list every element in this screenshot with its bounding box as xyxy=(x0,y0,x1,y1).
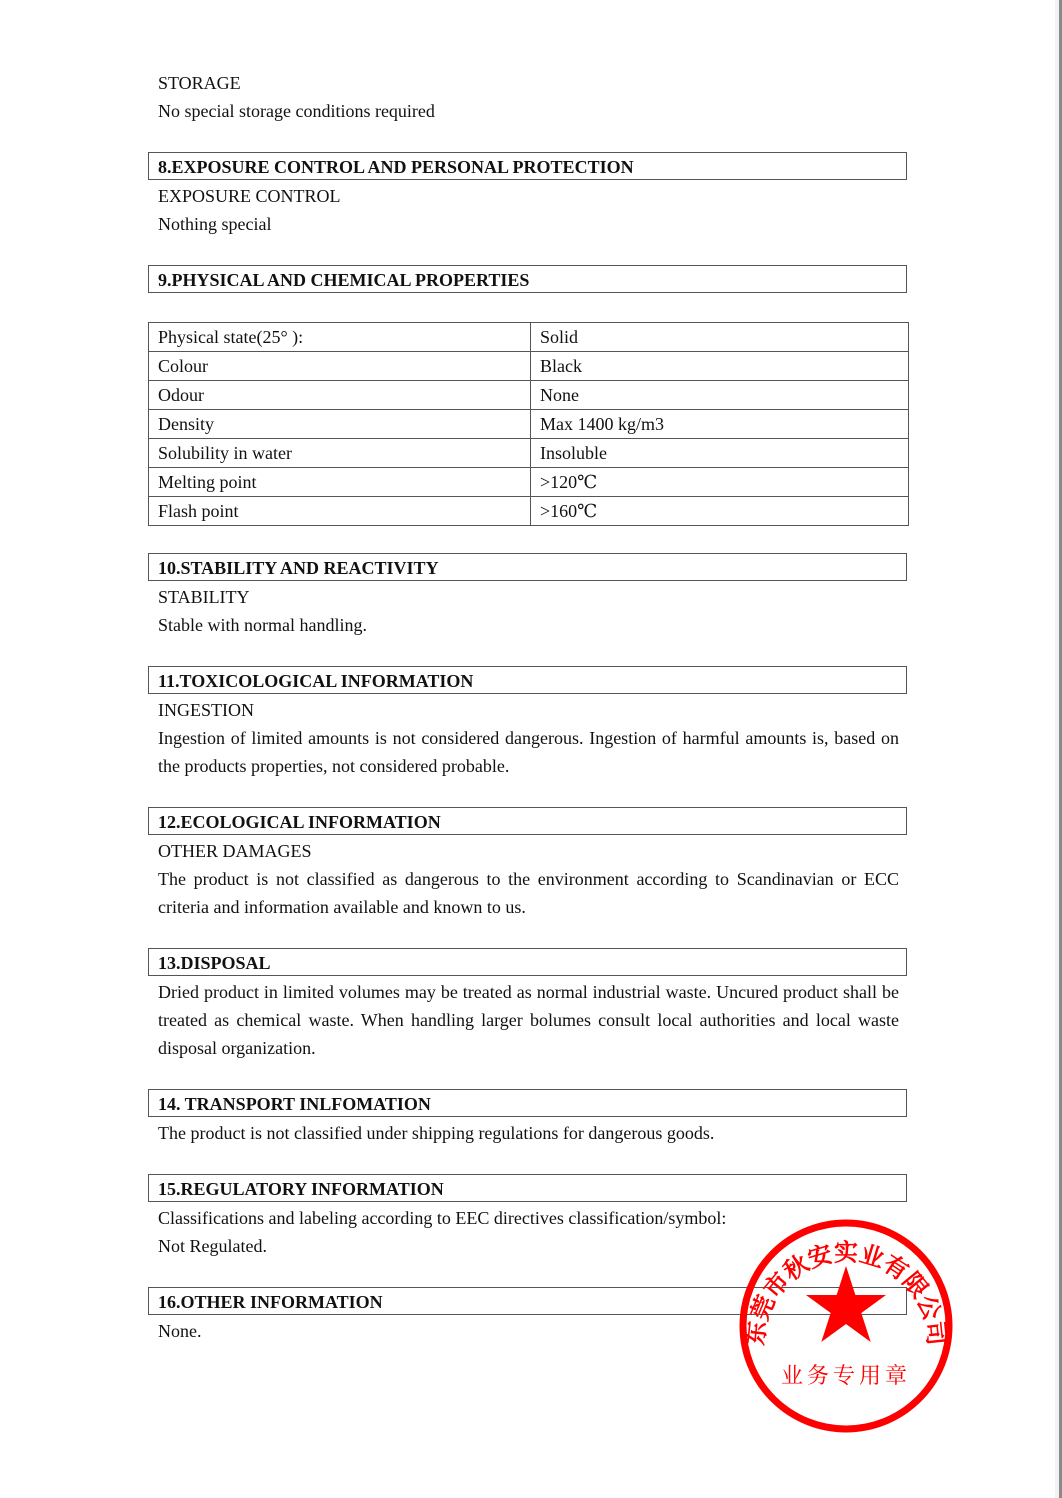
section-8-text: Nothing special xyxy=(158,214,272,234)
storage-text: No special storage conditions required xyxy=(158,101,435,121)
property-name: Physical state(25° ): xyxy=(149,323,531,352)
table-row xyxy=(149,381,909,410)
table-row xyxy=(149,439,909,468)
property-value: None xyxy=(531,381,909,410)
section-15-text-line1: Classifications and labeling according to EEC directives classification/symbol: xyxy=(158,1208,727,1228)
section-12-header: 12.ECOLOGICAL INFORMATION xyxy=(148,807,907,835)
company-seal-stamp xyxy=(738,1218,954,1434)
section-13-text: Dried product in limited volumes may be treated as normal industrial waste. Uncured product shall be treated as chemical waste. When handling larger bolumes consult local authorities and local waste disposal organization. xyxy=(158,982,899,1058)
section-10-subheading: STABILITY xyxy=(158,587,250,607)
section-9-header: 9.PHYSICAL AND CHEMICAL PROPERTIES xyxy=(148,265,907,293)
property-name: Density xyxy=(149,410,531,439)
section-13-header: 13.DISPOSAL xyxy=(148,948,907,976)
table-row xyxy=(149,497,909,526)
section-14-text: The product is not classified under shipping regulations for dangerous goods. xyxy=(158,1123,715,1143)
properties-table xyxy=(148,322,909,526)
section-10-header: 10.STABILITY AND REACTIVITY xyxy=(148,553,907,581)
property-name: Solubility in water xyxy=(149,439,531,468)
section-16-header: 16.OTHER INFORMATION xyxy=(148,1287,907,1315)
section-11-header: 11.TOXICOLOGICAL INFORMATION xyxy=(148,666,907,694)
property-value: Insoluble xyxy=(531,439,909,468)
property-value: Solid xyxy=(531,323,909,352)
property-name: Flash point xyxy=(149,497,531,526)
property-value: >160℃ xyxy=(531,497,909,526)
section-11-subheading: INGESTION xyxy=(158,700,254,720)
section-15-text-line2: Not Regulated. xyxy=(158,1236,267,1256)
property-value: Max 1400 kg/m3 xyxy=(531,410,909,439)
seal-bottom-text: 业务专用章 xyxy=(780,1364,912,1389)
property-name: Odour xyxy=(149,381,531,410)
section-12-text: The product is not classified as dangerous to the environment according to Scandinavian or ECC criteria and information available and known to us. xyxy=(158,869,899,917)
table-row xyxy=(149,352,909,381)
property-name: Colour xyxy=(149,352,531,381)
section-10-text: Stable with normal handling. xyxy=(158,615,367,635)
star-icon xyxy=(806,1266,886,1342)
section-12-subheading: OTHER DAMAGES xyxy=(158,841,312,861)
section-8-subheading: EXPOSURE CONTROL xyxy=(158,186,341,206)
section-14-header: 14. TRANSPORT INLFOMATION xyxy=(148,1089,907,1117)
property-value: >120℃ xyxy=(531,468,909,497)
section-8-header: 8.EXPOSURE CONTROL AND PERSONAL PROTECTION xyxy=(148,152,907,180)
section-16-text: None. xyxy=(158,1321,202,1341)
table-row xyxy=(149,468,909,497)
section-11-text: Ingestion of limited amounts is not considered dangerous. Ingestion of harmful amounts is, based on the products properties, not considered probable. xyxy=(158,728,899,776)
property-value: Black xyxy=(531,352,909,381)
table-row xyxy=(149,410,909,439)
seal-arc-text: 东莞市秋安实业有限公司 xyxy=(741,1238,951,1347)
property-name: Melting point xyxy=(149,468,531,497)
section-15-header: 15.REGULATORY INFORMATION xyxy=(148,1174,907,1202)
table-row xyxy=(149,323,909,352)
storage-heading: STORAGE xyxy=(158,73,241,93)
